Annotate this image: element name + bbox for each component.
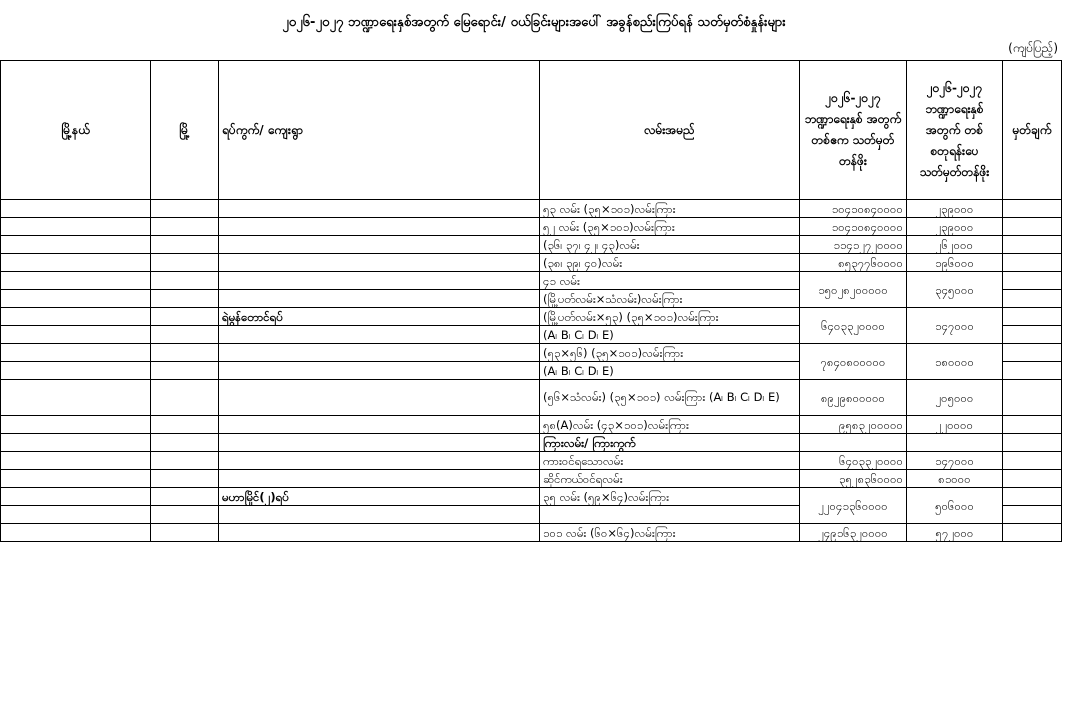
table-row — [1, 308, 1062, 326]
road-name: (၅၆×သံလမ်း) (၃၅×၁၀၁) လမ်းကြား (A၊ B၊ C၊ D၊ E) — [540, 380, 800, 416]
header-value-per-acre: ၂၀၂၆-၂၀၂၇ ဘဏ္ဍာရေးနှစ် အတွက် တစ်ဧက သတ်မှတ်တန်ဖိုး — [800, 61, 907, 200]
table-row — [1, 416, 1062, 434]
table-row — [1, 344, 1062, 362]
road-name: (၃၆၊ ၃၇၊ ၄၂၊ ၄၃)လမ်း — [540, 236, 800, 254]
section-heading: ကြားလမ်း/ ကြားကွက် — [540, 434, 800, 452]
table-row — [1, 434, 1062, 452]
value-per-acre: ၇၈၄၀၈၀၀၀၀၀ — [800, 344, 907, 380]
value-per-acre: ၂၄၉၁၆၃၂၀၀၀၀ — [800, 524, 907, 542]
table-row — [1, 470, 1062, 488]
value-per-acre: ၁၁၄၁၂၇၂၀၀၀၀ — [800, 236, 907, 254]
road-name: ၃၅ လမ်း (၅၉×၆၄)လမ်းကြား — [540, 488, 800, 506]
value-per-sqft: ၂၆၂၀၀၀ — [907, 236, 1003, 254]
table-row — [1, 272, 1062, 290]
road-name: ကားဝင်ရသောလမ်း — [540, 452, 800, 470]
value-per-acre: ၈၉၂၉၈၀၀၀၀၀ — [800, 380, 907, 416]
road-name: ဆိုင်ကယ်ဝင်ရလမ်း — [540, 470, 800, 488]
value-per-acre: ၆၄၀၃၃၂၀၀၀၀ — [800, 452, 907, 470]
road-name: ၄၁ လမ်း — [540, 272, 800, 290]
table-row — [1, 380, 1062, 416]
value-per-acre: ၃၅၂၈၃၆၀၀၀၀ — [800, 470, 907, 488]
value-per-acre: ၂၂၀၄၁၃၆၀၀၀၀ — [800, 488, 907, 524]
ward-name: ရဲမွန်တောင်ရပ် — [219, 308, 540, 326]
value-per-acre: ၁၀၄၁၀၈၄၀၀၀၀ — [800, 200, 907, 218]
road-name: ၅၃ လမ်း (၃၅×၁၀၁)လမ်းကြား — [540, 200, 800, 218]
header-township: မြို့နယ် — [1, 61, 151, 200]
value-per-sqft: ၈၁၀၀၀ — [907, 470, 1003, 488]
land-price-table — [0, 60, 1062, 542]
value-per-sqft: ၁၄၇၀၀၀ — [907, 308, 1003, 344]
value-per-sqft: ၁၄၇၀၀၀ — [907, 452, 1003, 470]
header-town: မြို့ — [151, 61, 219, 200]
table-row — [1, 524, 1062, 542]
value-per-acre: ၆၄၀၃၃၂၀၀၀၀ — [800, 308, 907, 344]
ward-name: မဟာမြိုင်(၂)ရပ် — [219, 488, 540, 506]
value-per-sqft: ၅၀၆၀၀၀ — [907, 488, 1003, 524]
road-name-continued: (A၊ B၊ C၊ D၊ E) — [540, 326, 800, 344]
value-per-sqft: ၂၃၉၀၀၀ — [907, 218, 1003, 236]
header-ward: ရပ်ကွက်/ ကျေးရွာ — [219, 61, 540, 200]
currency-unit-label: (ကျပ်ပြည့်) — [1008, 41, 1058, 55]
value-per-acre: ၉၅၈၃၂၀၀၀၀၀ — [800, 416, 907, 434]
document-title: ၂၀၂၆-၂၀၂၇ ဘဏ္ဍာရေးနှစ်အတွက် မြေရောင်း/ ဝယ်ခြင်းများအပေါ် အခွန်စည်းကြပ်ရန် သတ်မှတ်စံနှုန်းများ — [282, 15, 786, 30]
road-name: (၅၃×၅၆) (၃၅×၁၀၁)လမ်းကြား — [540, 344, 800, 362]
value-per-sqft: ၂၂၀၀၀၀ — [907, 416, 1003, 434]
value-per-acre: ၈၅၃၇၇၆၀၀၀၀ — [800, 254, 907, 272]
road-name-continued: (A၊ B၊ C၊ D၊ E) — [540, 362, 800, 380]
value-per-sqft: ၃၄၅၀၀၀ — [907, 272, 1003, 308]
table-row — [1, 236, 1062, 254]
table-row — [1, 452, 1062, 470]
road-name: ၅၈(A)လမ်း (၄၃×၁၀၁)လမ်းကြား — [540, 416, 800, 434]
table-header-row — [1, 61, 1062, 200]
header-road: လမ်းအမည် — [540, 61, 800, 200]
road-name: ၅၂ လမ်း (၃၅×၁၀၁)လမ်းကြား — [540, 218, 800, 236]
table-row — [1, 488, 1062, 506]
value-per-sqft: ၁၉၆၀၀၀ — [907, 254, 1003, 272]
value-per-sqft: ၁၈၀၀၀၀ — [907, 344, 1003, 380]
table-row — [1, 218, 1062, 236]
value-per-acre: ၁၅၀၂၈၂၀၀၀၀၀ — [800, 272, 907, 308]
value-per-sqft: ၅၇၂၀၀၀ — [907, 524, 1003, 542]
road-name: ၁၀၁ လမ်း (၆၀×၆၄)လမ်းကြား — [540, 524, 800, 542]
value-per-sqft: ၂၀၅၀၀၀ — [907, 380, 1003, 416]
header-remark: မှတ်ချက် — [1003, 61, 1062, 200]
header-value-per-sqft: ၂၀၂၆-၂၀၂၇ ဘဏ္ဍာရေးနှစ် အတွက် တစ်စတုရန်းပေ သတ်မှတ်တန်ဖိုး — [907, 61, 1003, 200]
road-name: (၃၈၊ ၃၉၊ ၄၀)လမ်း — [540, 254, 800, 272]
value-per-sqft: ၂၃၉၀၀၀ — [907, 200, 1003, 218]
table-row — [1, 254, 1062, 272]
table-row — [1, 200, 1062, 218]
road-name-continued: (မြို့ပတ်လမ်း×သံလမ်း)လမ်းကြား — [540, 290, 800, 308]
road-name: (မြို့ပတ်လမ်း×၅၃) (၃၅×၁၀၁)လမ်းကြား — [540, 308, 800, 326]
value-per-acre: ၁၀၄၁၀၈၄၀၀၀၀ — [800, 218, 907, 236]
